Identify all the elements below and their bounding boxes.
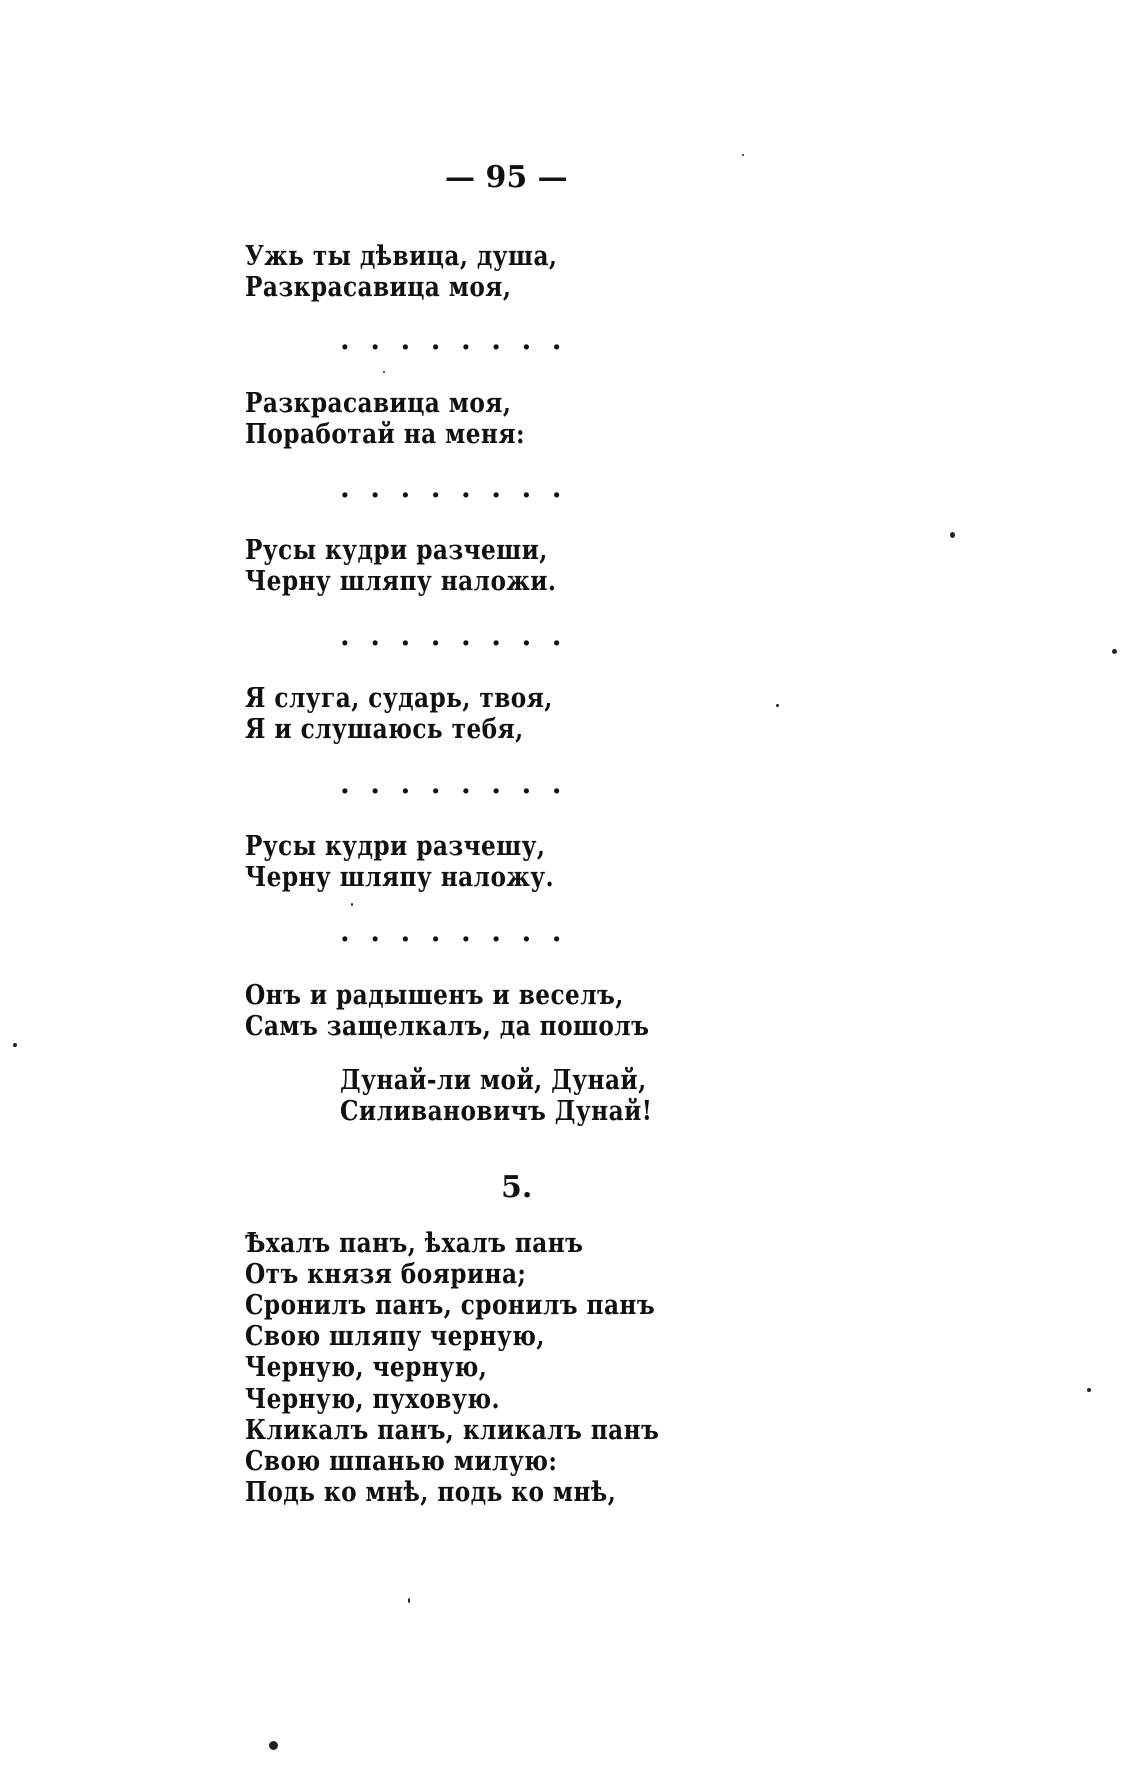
ellipsis-separator: ........	[340, 619, 582, 652]
ellipsis-separator: ........	[340, 323, 582, 356]
scan-speck	[269, 1741, 278, 1750]
verse-line: Ѣхалъ панъ, ѣхалъ панъ	[245, 1228, 584, 1259]
ellipsis-separator: ........	[340, 471, 582, 504]
scan-speck	[742, 154, 744, 156]
verse-line: Ужь ты дѣвица, душа,	[245, 241, 558, 272]
scan-speck	[950, 532, 955, 538]
ellipsis-separator: ........	[340, 767, 582, 800]
verse-line: Русы кудри разчеши,	[245, 535, 548, 566]
verse-line: Я слуга, сударь, твоя,	[245, 683, 553, 714]
scan-speck	[13, 1043, 17, 1047]
refrain-line: Дунай-ли мой, Дунай,	[340, 1065, 647, 1096]
verse-line: Подь ко мнѣ, подь ко мнѣ,	[245, 1477, 617, 1508]
verse-line: Русы кудри разчешу,	[245, 831, 546, 862]
page-number: — 95 —	[445, 160, 568, 195]
scan-speck	[1112, 649, 1117, 654]
verse-line: Самъ защелкалъ, да пошолъ	[245, 1011, 650, 1042]
verse-line: Разкрасавица моя,	[245, 388, 512, 419]
scan-speck	[1087, 1388, 1091, 1392]
verse-line: Черну шляпу наложи.	[245, 566, 557, 597]
verse-line: Свою шляпу черную,	[245, 1321, 545, 1352]
verse-line: Я и слушаюсь тебя,	[245, 714, 524, 745]
refrain-line: Силивановичъ Дунай!	[340, 1096, 653, 1127]
verse-line: Поработай на меня:	[245, 419, 525, 450]
ellipsis-separator: ........	[340, 915, 582, 948]
verse-line: Черную, черную,	[245, 1352, 488, 1383]
verse-line: Черну шляпу наложу.	[245, 862, 555, 893]
scan-speck	[408, 1598, 410, 1603]
verse-line: Черную, пуховую.	[245, 1384, 501, 1415]
section-number: 5.	[501, 1170, 533, 1205]
verse-line: Разкрасавица моя,	[245, 272, 512, 303]
verse-line: Сронилъ панъ, сронилъ панъ	[245, 1290, 656, 1321]
scan-speck	[383, 371, 385, 373]
scan-speck	[351, 903, 353, 906]
verse-line: Отъ князя боярина;	[245, 1259, 527, 1290]
verse-line: Свою шпанью милую:	[245, 1446, 558, 1477]
scan-speck	[776, 704, 779, 707]
verse-line: Онъ и радышенъ и веселъ,	[245, 980, 624, 1011]
verse-line: Кликалъ панъ, кликалъ панъ	[245, 1415, 660, 1446]
